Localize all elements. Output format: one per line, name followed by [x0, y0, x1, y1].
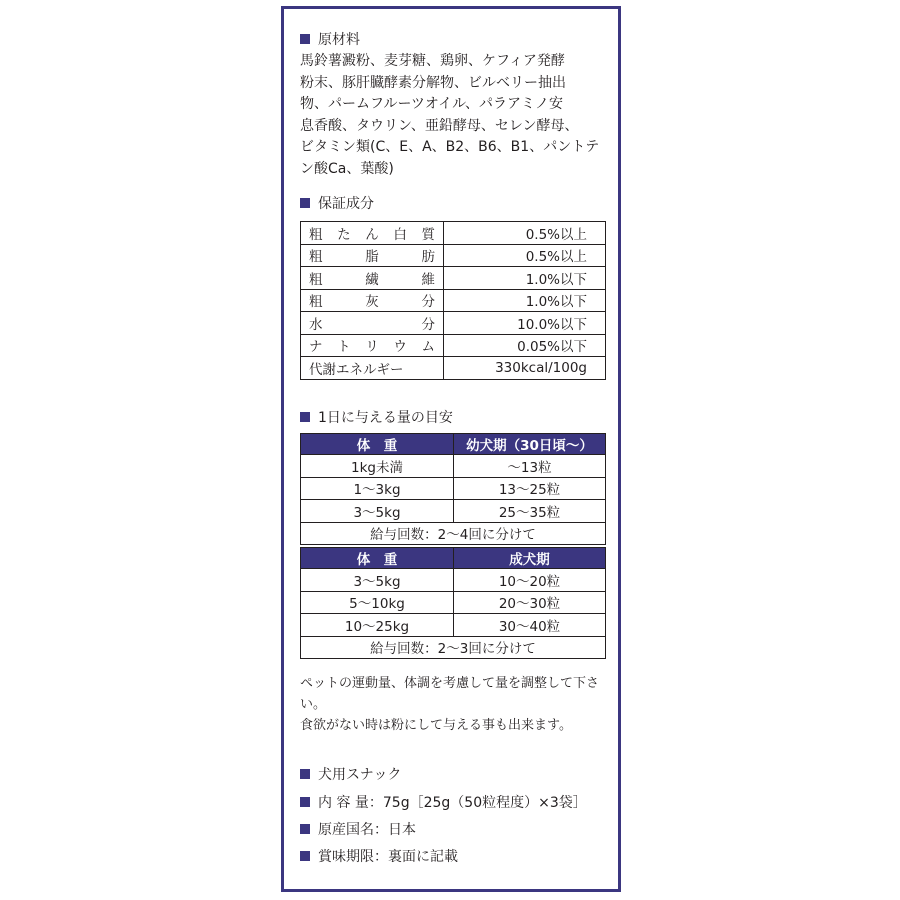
- ingredients-line: 物、パームフルーツオイル、パラアミノ安: [300, 96, 564, 112]
- frequency-cell: 給与回数：2〜3回に分けて: [301, 636, 606, 659]
- nutrient-value: 0.05%以下: [444, 334, 606, 357]
- table-row: [301, 244, 606, 267]
- table-row: [301, 357, 606, 380]
- nutrient-label-char: 分: [421, 316, 435, 333]
- nutrient-label-char: 粗: [309, 294, 323, 311]
- bullet-square-icon: [300, 769, 310, 779]
- nutrient-label-char: 灰: [365, 294, 379, 311]
- weight-header: 体 重: [301, 548, 454, 569]
- table-row: [301, 312, 606, 335]
- ingredients-line: 馬鈴薯澱粉、麦芽糖、鶏卵、ケフィア発酵: [300, 53, 565, 69]
- feeding-puppy-table: [300, 433, 606, 545]
- table-row: [301, 477, 606, 500]
- amount-cell: 25〜35粒: [454, 500, 606, 523]
- nutrient-label-char: ム: [421, 339, 435, 356]
- ingredients-line: 粉末、豚肝臓酵素分解物、ビルベリー抽出: [300, 74, 566, 91]
- weight-cell: 5〜10kg: [301, 591, 454, 614]
- expiry-date: 賞味期限：裏面に記載: [300, 846, 458, 866]
- note-line: 食欲がない時は粉にして与える事も出来ます。: [300, 718, 572, 733]
- product-label-panel: [281, 6, 621, 892]
- ingredients-line: 息香酸、タウリン、亜鉛酵母、セレン酵母、: [300, 117, 579, 134]
- content-amount: 内 容 量：75g［25g（50粒程度）×3袋］: [300, 792, 587, 812]
- nutrient-label-char: 分: [421, 294, 435, 311]
- nutrient-label: [301, 312, 444, 335]
- nutrient-label: [301, 334, 444, 357]
- feeding-heading: 1日に与える量の目安: [300, 407, 453, 427]
- table-row: [301, 500, 606, 523]
- nutrient-label-char: た: [337, 226, 351, 243]
- bullet-square-icon: [300, 797, 310, 807]
- weight-cell: 3〜5kg: [301, 500, 454, 523]
- amount-cell: 〜13粒: [454, 455, 606, 478]
- country-of-origin: 原産国名：日本: [300, 819, 416, 839]
- amount-cell: 10〜20粒: [454, 569, 606, 592]
- bullet-square-icon: [300, 198, 310, 208]
- nutrient-label: [301, 289, 444, 312]
- weight-cell: 1kg未満: [301, 455, 454, 478]
- table-row: [301, 334, 606, 357]
- feeding-note: [300, 673, 620, 736]
- amount-header: 幼犬期（30日頃〜）: [454, 434, 606, 455]
- nutrient-label-char: 維: [421, 271, 435, 288]
- nutrient-label-char: 繊: [365, 271, 379, 288]
- nutrient-value: 0.5%以上: [444, 244, 606, 267]
- weight-header: 体 重: [301, 434, 454, 455]
- bullet-square-icon: [300, 412, 310, 422]
- table-row: [301, 614, 606, 637]
- table-row: [301, 569, 606, 592]
- weight-cell: 10〜25kg: [301, 614, 454, 637]
- nutrient-label: [301, 244, 444, 267]
- nutrient-label-char: 水: [309, 316, 323, 333]
- feeding-adult-table: [300, 547, 606, 659]
- ingredients-line: ビタミン類(C、E、A、B2、B6、B1、パントテ: [300, 139, 600, 155]
- nutrient-label-char: ウ: [393, 339, 407, 356]
- amount-cell: 20〜30粒: [454, 591, 606, 614]
- guaranteed-heading: 保証成分: [300, 193, 374, 213]
- nutrient-label-char: 代謝エネルギー: [309, 361, 404, 378]
- table-row: [301, 591, 606, 614]
- nutrient-label: [301, 357, 444, 380]
- nutrient-label-char: 肪: [421, 249, 435, 266]
- nutrient-value: 1.0%以下: [444, 289, 606, 312]
- nutrient-value: 10.0%以下: [444, 312, 606, 335]
- frequency-row: [301, 636, 606, 659]
- nutrient-value: 0.5%以上: [444, 222, 606, 245]
- ingredients-line: ン酸Ca、葉酸): [300, 160, 394, 177]
- table-row: [301, 455, 606, 478]
- ingredients-heading: 原材料: [300, 29, 360, 49]
- nutrient-label-char: ん: [365, 226, 379, 243]
- nutrient-value: 1.0%以下: [444, 267, 606, 290]
- product-type: 犬用スナック: [300, 764, 401, 784]
- amount-cell: 13〜25粒: [454, 477, 606, 500]
- frequency-cell: 給与回数：2〜4回に分けて: [301, 522, 606, 545]
- bullet-square-icon: [300, 824, 310, 834]
- nutrient-label-char: リ: [365, 339, 379, 356]
- ingredients-text: [300, 51, 606, 180]
- nutrient-label-char: 脂: [365, 249, 379, 266]
- guaranteed-analysis-table: [300, 221, 606, 380]
- bullet-square-icon: [300, 34, 310, 44]
- weight-cell: 1〜3kg: [301, 477, 454, 500]
- table-row: [301, 289, 606, 312]
- nutrient-label-char: 粗: [309, 271, 323, 288]
- nutrient-label-char: 粗: [309, 249, 323, 266]
- nutrient-label-char: 粗: [309, 226, 323, 243]
- nutrient-label: [301, 267, 444, 290]
- nutrient-label-char: ト: [337, 339, 351, 356]
- bullet-square-icon: [300, 851, 310, 861]
- frequency-row: [301, 522, 606, 545]
- nutrient-label: [301, 222, 444, 245]
- table-row: [301, 267, 606, 290]
- nutrient-label-char: 質: [421, 226, 435, 243]
- weight-cell: 3〜5kg: [301, 569, 454, 592]
- nutrient-value: 330kcal/100g: [444, 357, 606, 380]
- amount-cell: 30〜40粒: [454, 614, 606, 637]
- nutrient-label-char: 白: [393, 226, 407, 243]
- note-line: ペットの運動量、体調を考慮して量を調整して下さい。: [300, 676, 600, 712]
- table-row: [301, 222, 606, 245]
- nutrient-label-char: ナ: [309, 339, 323, 356]
- amount-header: 成犬期: [454, 548, 606, 569]
